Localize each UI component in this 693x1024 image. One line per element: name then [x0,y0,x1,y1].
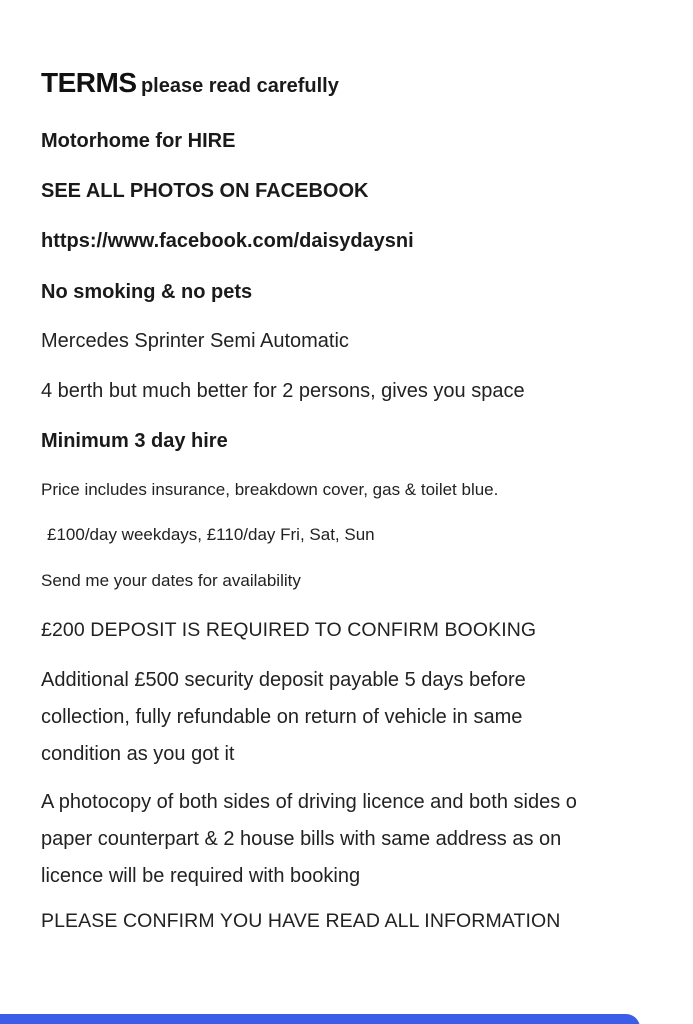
bottom-action-bar[interactable] [0,1014,640,1024]
licence-line: A photocopy of both sides of driving licence and both sides o [41,791,577,813]
security-deposit-paragraph [41,662,526,773]
security-deposit-line: Additional £500 security deposit payable 5 days before [41,669,526,691]
document-title [41,66,339,100]
no-smoking-notice: No smoking & no pets [41,281,253,303]
price-includes: Price includes insurance, breakdown cover, gas & toilet blue. [41,480,499,499]
title-main: TERMS [41,67,137,98]
daily-rates: £100/day weekdays, £110/day Fri, Sat, Sun [47,525,375,544]
licence-paragraph [41,784,577,895]
security-deposit-line: collection, fully refundable on return of vehicle in same [41,706,523,728]
confirm-notice: PLEASE CONFIRM YOU HAVE READ ALL INFORMATION [41,910,561,932]
facebook-link[interactable]: https://www.facebook.com/daisydaysni [41,230,414,252]
hire-heading: Motorhome for HIRE [41,130,236,152]
vehicle-model: Mercedes Sprinter Semi Automatic [41,330,349,352]
berth-info: 4 berth but much better for 2 persons, gives you space [41,380,525,402]
security-deposit-line: condition as you got it [41,743,235,765]
availability-request: Send me your dates for availability [41,571,301,590]
minimum-hire: Minimum 3 day hire [41,430,228,452]
licence-line: paper counterpart & 2 house bills with same address as on [41,828,562,850]
title-subtitle: please read carefully [140,75,339,97]
photos-notice: SEE ALL PHOTOS ON FACEBOOK [41,180,369,202]
deposit-required: £200 DEPOSIT IS REQUIRED TO CONFIRM BOOKING [41,619,537,641]
licence-line: licence will be required with booking [41,865,361,887]
